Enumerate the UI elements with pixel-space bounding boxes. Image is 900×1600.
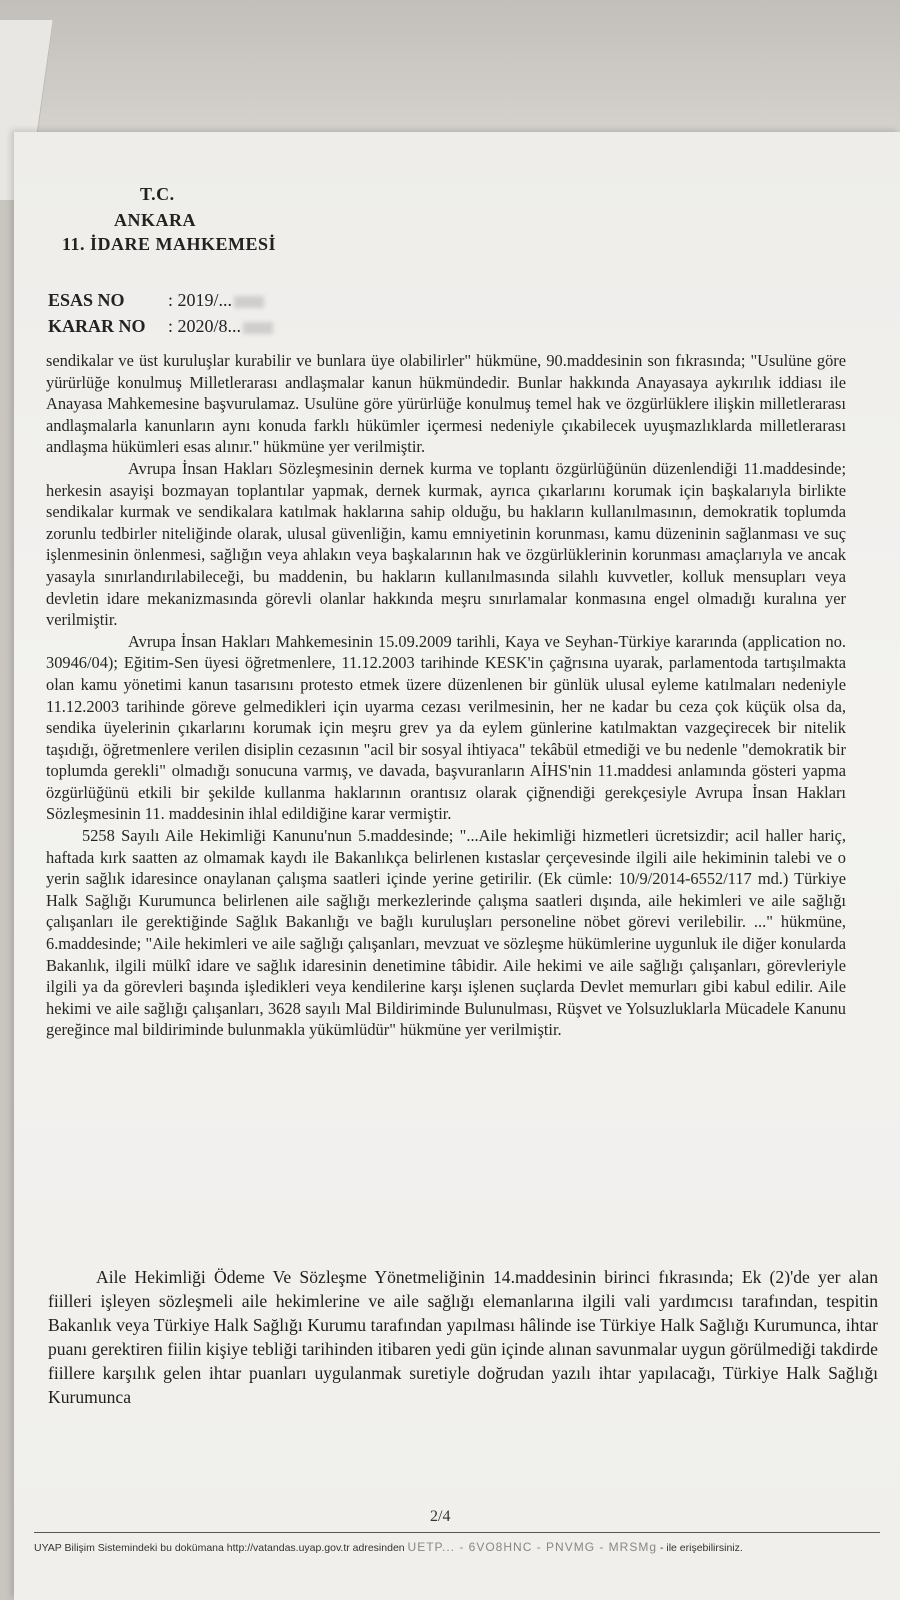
paragraph-3: Avrupa İnsan Hakları Mahkemesinin 15.09.2009 tarihli, Kaya ve Seyhan-Türkiye kararında (application no. 30946/04); Eğitim-Sen üyesi öğretmenlere, 11.12.2003 tarihinde KESK'in çağrısına uyarak, parlamentoda tartışılmakta olan kamu yönetimi kanun tasarısını protesto etmek üzere düzenlenen bir günlük ulusal eyleme katılmaları nedeniyle 11.12.2003 tarihinde göreve gelmedikleri için uyarma cezası verilmesinin, her ne kadar bu ceza çok küçük olsa da, sendika üyelerinin çıkarlarını korumak için meşru grev ya da eylem günlerine katılmaktan vazgeçirecek bir nitelik taşıdığı, öğretmenlere verilen disiplin cezasının "acil bir sosyal ihtiyaca" tekâbül etmediği ve bu nedenle "demokratik bir toplumda gerekli" olmadığı sonucuna varmış, ve davada, başvuranların AİHS'nin 11.maddesi anlamında gösteri yapma özgürlüğünü etkili bir şekilde kullanma haklarının orantısız olarak çiğnendiği gerekçesiyle Avrupa İnsan Hakları Sözleşmesinin 11. maddesinin ihlal edildiğine karar vermiştir. [46, 631, 846, 824]
document-page [14, 132, 900, 1600]
document-body-lower [48, 1265, 878, 1409]
esas-no-value: : 2019/... [168, 290, 233, 310]
background-surface [0, 0, 900, 140]
verification-code: UETP... - 6VO8HNC - PNVMG - MRSMg [407, 1540, 658, 1554]
redaction-mark [243, 322, 273, 334]
footer-divider [34, 1532, 880, 1533]
header-court: 11. İDARE MAHKEMESİ [62, 234, 277, 254]
header-tc: T.C. [140, 184, 175, 204]
esas-no-row [48, 290, 264, 311]
karar-no-row [48, 316, 273, 337]
footer-note [34, 1540, 894, 1554]
footer-tail: - ile erişebilirsiniz. [659, 1542, 743, 1554]
karar-no-value: : 2020/8... [168, 316, 242, 336]
esas-no-label: ESAS NO [48, 290, 125, 310]
paragraph-1: sendikalar ve üst kuruluşlar kurabilir ve bunlara üye olabilirler" hükmüne, 90.maddesinin son fıkrasında; "Usulüne göre yürürlüğe konulmuş Milletlerarası andlaşmalar kanun hükmündedir. Bunlar hakkında Anayasaya aykırılık iddiası ile Anayasa Mahkemesine başvurulamaz. Usulüne göre yürürlüğe konulmuş temel hak ve özgürlüklere ilişkin milletlerarası andlaşmalarla kanunların aynı konuda farklı hükümler içermesi nedeniyle çıkabilecek uyuşmazlıklarda milletlerarası andlaşma hükümleri esas alınır." hükmüne yer verilmiştir. [46, 351, 846, 457]
paragraph-4: 5258 Sayılı Aile Hekimliği Kanunu'nun 5.maddesinde; "...Aile hekimliği hizmetleri ücretsizdir; acil haller hariç, haftada kırk saatten az olmamak kaydı ile Bakanlıkça belirlenen kıstaslar çerçevesinde ilgili aile hekiminin talebi ve o yerin sağlık idaresince onaylanan çalışma saatleri içinde yerine getirilir. (Ek cümle: 10/9/2014-6552/117 md.) Türkiye Halk Sağlığı Kurumunca belirlenen aile sağlığı merkezlerinde çalışma saatleri dışında, aile hekimleri ve aile sağlığı çalışanları ile gerektiğinde Sağlık Bakanlığı ve bağlı kuruluşları personeline nöbet görevi verilebilir. ..." hükmüne, 6.maddesinde; "Aile hekimleri ve aile sağlığı çalışanları, mevzuat ve sözleşme hükümlerine uygunluk ile diğer konularda Bakanlık, ilgili mülkî idare ve sağlık idaresinin denetimine tâbidir. Aile hekimi ve aile sağlığı çalışanları, görevleriyle ilgili ya da görevleri başında işledikleri veya kendilerine karşı işlenen suçlarda Devlet memurları gibi kabul edilir. Aile hekimi ve aile sağlığı çalışanları, 3628 sayılı Mal Bildiriminde Bulunulması, Rüşvet ve Yolsuzluklarla Mücadele Kanunu gereğince mal bildiriminde bulunmakla yükümlüdür" hükmüne yer verilmiştir. [46, 826, 846, 1040]
redaction-mark [234, 296, 264, 308]
page-number: 2/4 [430, 1508, 451, 1525]
paragraph-5: Aile Hekimliği Ödeme Ve Sözleşme Yönetmeliğinin 14.maddesinin birinci fıkrasında; Ek (2)'de yer alan fiilleri işleyen sözleşmeli aile hekimlerine ve aile sağlığı elemanlarına ilgili vali yardımcısı tarafından, tespitin Bakanlık veya Türkiye Halk Sağlığı Kurumu tarafından yapılması hâlinde ise Türkiye Halk Sağlığı Kurumunca, ihtar puanı gerektiren fiilin kişiye tebliği tarihinden itibaren yedi gün içinde alınan savunmalar uygun görülmediği takdirde fiillere karşılık gelen ihtar puanları uygulanmak suretiyle doğrudan yazılı ihtar yapılacağı, Türkiye Halk Sağlığı Kurumunca [48, 1267, 878, 1407]
header-city: ANKARA [114, 210, 196, 230]
karar-no-label: KARAR NO [48, 316, 146, 336]
footer-text: UYAP Bilişim Sistemindeki bu dokümana http://vatandas.uyap.gov.tr adresinden [34, 1542, 405, 1554]
paragraph-2: Avrupa İnsan Hakları Sözleşmesinin dernek kurma ve toplantı özgürlüğünün düzenlendiği 11.maddesinde; herkesin asayişi bozmayan toplantılar yapmak, dernek kurmak, ayrıca çıkarlarını korumak için başkalarıyla birlikte sendikalar kurmak ve sendikalara katılmak haklarına sahip olduğu, bu hakların kullanılmasının, demokratik toplumda zorunlu tedbirler niteliğinde olarak, ulusal güvenliğin, kamu emniyetinin korunması, kamu düzeninin sağlanması ve suç işlenmesinin önlenmesi, sağlığın veya ahlakın veya başkalarının hak ve özgürlüklerinin korunması amaçlarıyla ve ancak yasayla sınırlandırılabileceği, bu maddenin, bu hakların kullanılmasında silahlı kuvvetler, kolluk mensupları veya devletin idare mekanizmasında görevli olanlar hakkında meşru sınırlamalar konmasına engel olmadığı kuralına yer verilmiştir. [46, 458, 846, 630]
document-body [46, 350, 846, 1041]
